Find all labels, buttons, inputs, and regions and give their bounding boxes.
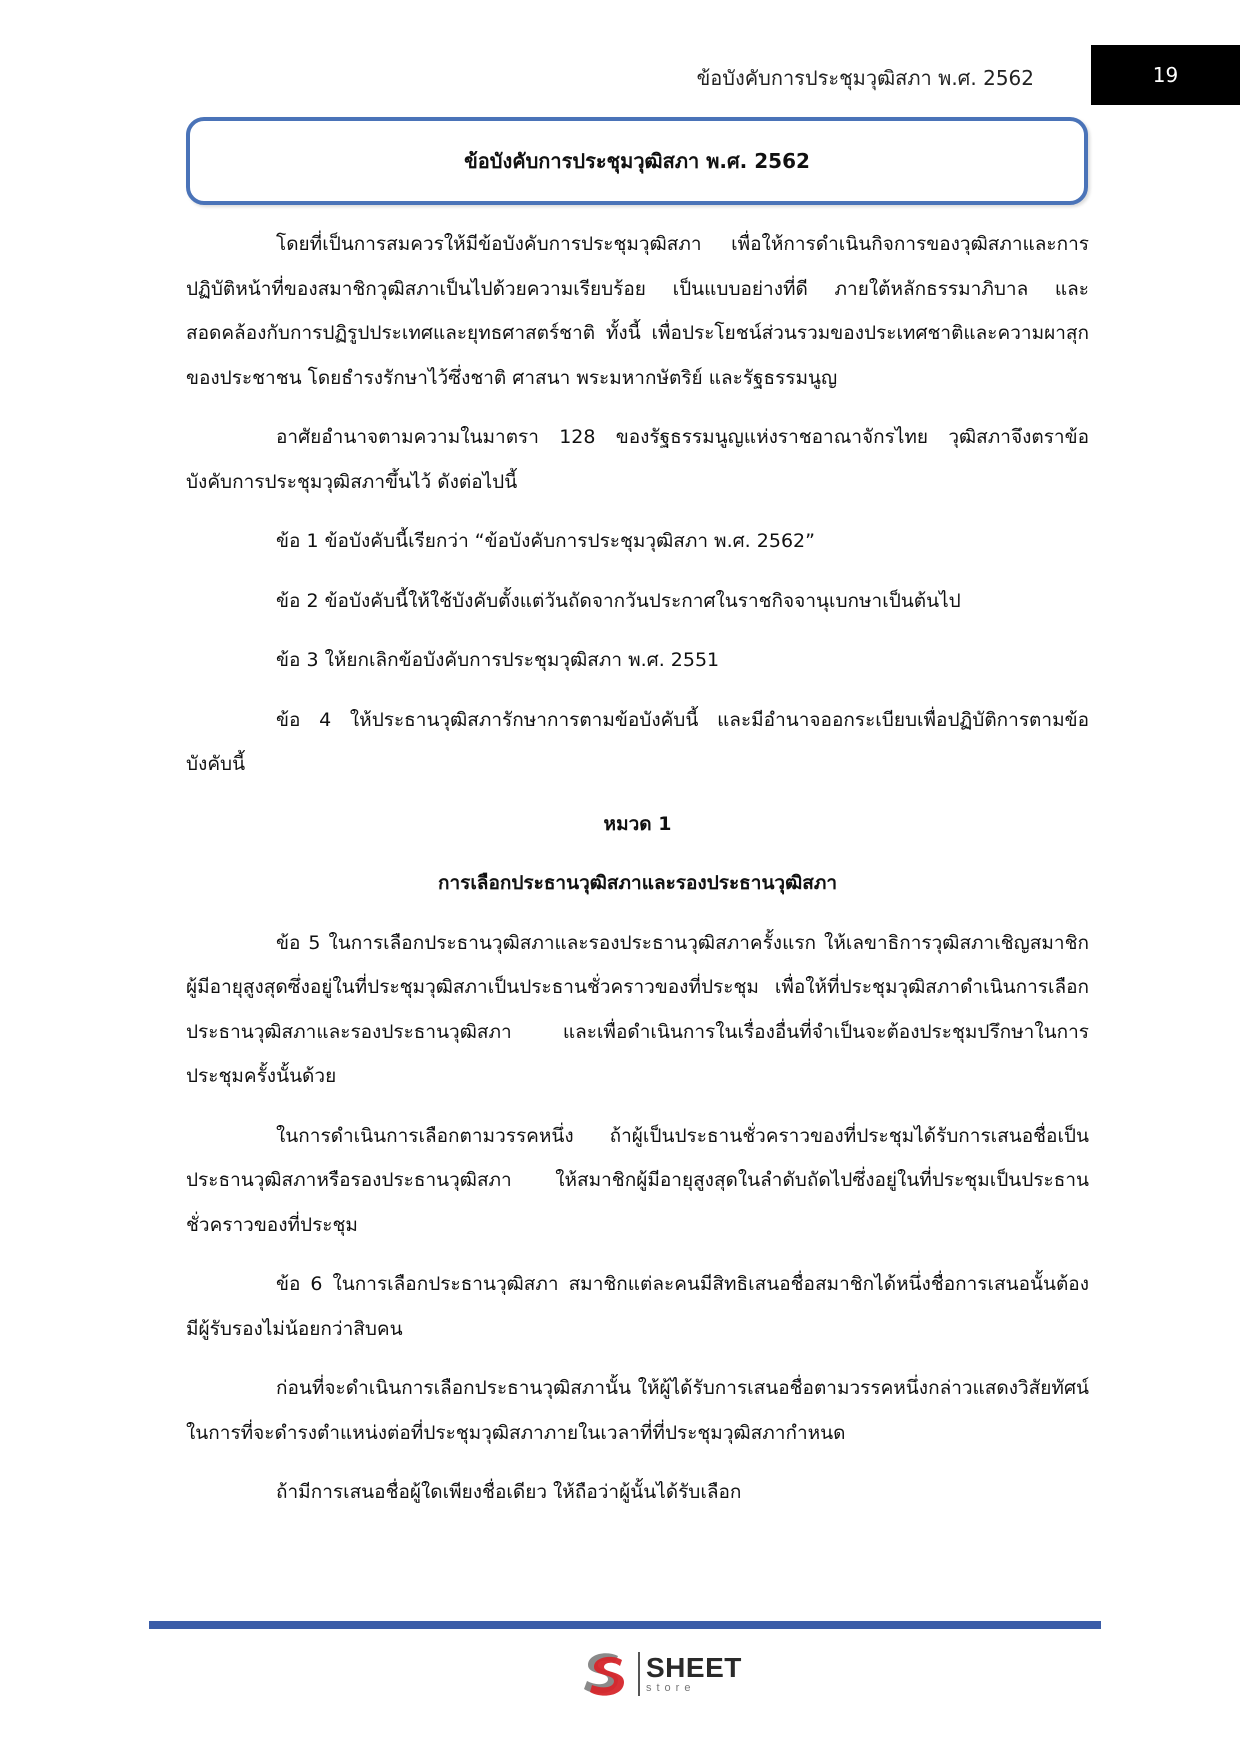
preamble-paragraph: โดยที่เป็นการสมควรให้มีข้อบังคับการประชุมวุฒิสภา เพื่อให้การดำเนินกิจการของวุฒิสภาและการปฏิบัติหน้าที่ของสมาชิกวุฒิสภาเป็นไปด้วยความเรียบร้อย เป็นแบบอย่างที่ดี ภายใต้หลักธรรมาภิบาล และสอดคล้องกับการปฏิรูปประเทศและยุทธศาสตร์ชาติ ทั้งนี้ เพื่อประโยชน์ส่วนรวมของประเทศชาติและความผาสุกของประชาชน โดยธำรงรักษาไว้ซึ่งชาติ ศาสนา พระมหากษัตริย์ และรัฐธรรมนูญ [186,233,1089,389]
sheet-store-s-logo-icon [578,1648,630,1700]
running-header: ข้อบังคับการประชุมวุฒิสภา พ.ศ. 2562 [696,66,1034,90]
section-2: ข้อ 2 ข้อบังคับนี้ให้ใช้บังคับตั้งแต่วันถัดจากวันประกาศในราชกิจจานุเบกษาเป็นต้นไป [276,589,961,612]
logo-sub: store [646,1682,696,1694]
footer-logo [578,1648,742,1700]
footer-divider [149,1621,1101,1629]
page-number: 19 [1091,45,1240,105]
section-6-paragraph-2: ก่อนที่จะดำเนินการเลือกประธานวุฒิสภานั้น ให้ผู้ได้รับการเสนอชื่อตามวรรคหนึ่งกล่าวแสดงวิสัยทัศน์ในการที่จะดำรงตำแหน่งต่อที่ประชุมวุฒิสภาภายในเวลาที่ที่ประชุมวุฒิสภากำหนด [186,1377,1089,1444]
section-5-paragraph-2: ในการดำเนินการเลือกตามวรรคหนึ่ง ถ้าผู้เป็นประธานชั่วคราวของที่ประชุมได้รับการเสนอชื่อเป็นประธานวุฒิสภาหรือรองประธานวุฒิสภา ให้สมาชิกผู้มีอายุสูงสุดในลำดับถัดไปซึ่งอยู่ในที่ประชุมเป็นประธานชั่วคราวของที่ประชุม [186,1124,1089,1236]
section-4: ข้อ 4 ให้ประธานวุฒิสภารักษาการตามข้อบังคับนี้ และมีอำนาจออกระเบียบเพื่อปฏิบัติการตามข้อบังคับนี้ [186,708,1089,775]
title-box [186,117,1088,205]
section-3: ข้อ 3 ให้ยกเลิกข้อบังคับการประชุมวุฒิสภา พ.ศ. 2551 [276,649,720,671]
section-6-paragraph-3: ถ้ามีการเสนอชื่อผู้ใดเพียงชื่อเดียว ให้ถือว่าผู้นั้นได้รับเลือก [276,1481,742,1503]
chapter-title: การเลือกประธานวุฒิสภาและรองประธานวุฒิสภา [437,872,838,894]
logo-brand: SHEET [646,1652,742,1683]
chapter-number: หมวด 1 [603,812,672,835]
section-5: ข้อ 5 ในการเลือกประธานวุฒิสภาและรองประธานวุฒิสภาครั้งแรก ให้เลขาธิการวุฒิสภาเชิญสมาชิกผู้มีอายุสูงสุดซึ่งอยู่ในที่ประชุมวุฒิสภาเป็นประธานชั่วคราวของที่ประชุม เพื่อให้ที่ประชุมวุฒิสภาดำเนินการเลือกประธานวุฒิสภาและรองประธานวุฒิสภา และเพื่อดำเนินการในเรื่องอื่นที่จำเป็นจะต้องประชุมปรึกษาในการประชุมครั้งนั้นด้วย [186,931,1089,1087]
section-6: ข้อ 6 ในการเลือกประธานวุฒิสภา สมาชิกแต่ละคนมีสิทธิเสนอชื่อสมาชิกได้หนึ่งชื่อการเสนอนั้นต้องมีผู้รับรองไม่น้อยกว่าสิบคน [186,1273,1089,1340]
document-body [186,222,1089,1530]
logo-separator [638,1652,640,1696]
authority-paragraph: อาศัยอำนาจตามความในมาตรา 128 ของรัฐธรรมนูญแห่งราชอาณาจักรไทย วุฒิสภาจึงตราข้อบังคับการประชุมวุฒิสภาขึ้นไว้ ดังต่อไปนี้ [186,426,1089,493]
logo-text [646,1654,742,1694]
section-1: ข้อ 1 ข้อบังคับนี้เรียกว่า “ข้อบังคับการประชุมวุฒิสภา พ.ศ. 2562” [276,530,815,552]
document-title: ข้อบังคับการประชุมวุฒิสภา พ.ศ. 2562 [464,149,810,173]
